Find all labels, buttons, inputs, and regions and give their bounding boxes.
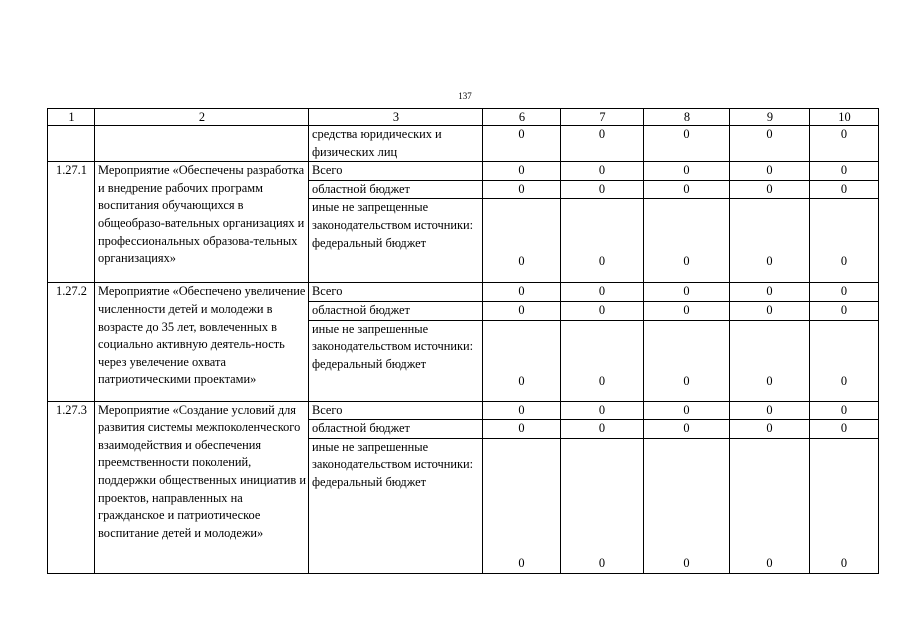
- value-cell: 0: [810, 126, 879, 162]
- funding-source: Всего: [309, 401, 483, 420]
- table-row: [48, 401, 879, 420]
- value-cell: 0: [483, 126, 561, 162]
- column-header: 8: [644, 109, 730, 126]
- value-cell: 0: [730, 126, 810, 162]
- value-cell: 0: [483, 301, 561, 320]
- table-row: [48, 126, 879, 162]
- funding-source: иные не запрещенные законодательством источники: федеральный бюджет: [309, 199, 483, 283]
- value-cell: 0: [810, 180, 879, 199]
- value-cell: 0: [810, 420, 879, 439]
- funding-source: иные не запрешенные законодательством источники: федеральный бюджет: [309, 438, 483, 573]
- value-cell: 0: [810, 283, 879, 302]
- measure-id: 1.27.1: [48, 162, 95, 283]
- funding-source: Всего: [309, 162, 483, 181]
- column-header: 7: [561, 109, 644, 126]
- value-cell: 0: [644, 401, 730, 420]
- measure-id: [48, 126, 95, 162]
- value-cell: 0: [644, 438, 730, 573]
- value-cell: 0: [644, 420, 730, 439]
- value-cell: 0: [561, 199, 644, 283]
- value-cell: 0: [730, 180, 810, 199]
- value-cell: 0: [730, 199, 810, 283]
- value-cell: 0: [561, 126, 644, 162]
- value-cell: 0: [730, 438, 810, 573]
- value-cell: 0: [810, 162, 879, 181]
- value-cell: 0: [810, 199, 879, 283]
- column-number-row: [48, 109, 879, 126]
- measure-description: [95, 126, 309, 162]
- value-cell: 0: [644, 180, 730, 199]
- measure-description: Мероприятие «Обеспечено увеличение численности детей и молодежи в возрасте до 35 лет, вовлеченных в социально активную деятель-ность через увелечение охвата патриотическими проектами»: [95, 283, 309, 401]
- value-cell: 0: [644, 301, 730, 320]
- value-cell: 0: [730, 301, 810, 320]
- value-cell: 0: [644, 162, 730, 181]
- table-row: [48, 162, 879, 181]
- value-cell: 0: [483, 420, 561, 439]
- value-cell: 0: [561, 320, 644, 401]
- value-cell: 0: [561, 301, 644, 320]
- measure-description: Мероприятие «Создание условий для развития системы межпоколенческого взаимодействия и обеспечения преемственности поколений, поддержки общественных инициатив и проектов, направленных на гражданское и патриотическое воспитание детей и молодежи»: [95, 401, 309, 573]
- value-cell: 0: [561, 180, 644, 199]
- value-cell: 0: [644, 126, 730, 162]
- value-cell: 0: [730, 283, 810, 302]
- funding-source: иные не запрешенные законодательством источники: федеральный бюджет: [309, 320, 483, 401]
- value-cell: 0: [483, 162, 561, 181]
- value-cell: 0: [561, 162, 644, 181]
- value-cell: 0: [561, 401, 644, 420]
- value-cell: 0: [810, 401, 879, 420]
- funding-source: областной бюджет: [309, 420, 483, 439]
- value-cell: 0: [730, 401, 810, 420]
- value-cell: 0: [644, 283, 730, 302]
- value-cell: 0: [810, 320, 879, 401]
- value-cell: 0: [810, 438, 879, 573]
- table-row: [48, 283, 879, 302]
- value-cell: 0: [644, 199, 730, 283]
- value-cell: 0: [483, 199, 561, 283]
- funding-source: Всего: [309, 283, 483, 302]
- value-cell: 0: [561, 438, 644, 573]
- column-header: 3: [309, 109, 483, 126]
- value-cell: 0: [561, 420, 644, 439]
- funding-table: [47, 108, 879, 574]
- column-header: 10: [810, 109, 879, 126]
- measure-id: 1.27.2: [48, 283, 95, 401]
- value-cell: 0: [561, 283, 644, 302]
- column-header: 6: [483, 109, 561, 126]
- value-cell: 0: [644, 320, 730, 401]
- value-cell: 0: [483, 180, 561, 199]
- column-header: 1: [48, 109, 95, 126]
- value-cell: 0: [483, 438, 561, 573]
- column-header: 2: [95, 109, 309, 126]
- value-cell: 0: [730, 320, 810, 401]
- value-cell: 0: [730, 420, 810, 439]
- measure-description: Мероприятие «Обеспечены разработка и внедрение рабочих программ воспитания обучающихся в общеобразо-вательных организациях и профессиональных образова-тельных организациях»: [95, 162, 309, 283]
- funding-source: областной бюджет: [309, 180, 483, 199]
- value-cell: 0: [483, 320, 561, 401]
- funding-source: областной бюджет: [309, 301, 483, 320]
- value-cell: 0: [483, 401, 561, 420]
- funding-source: средства юридических и физических лиц: [309, 126, 483, 162]
- page-number: 137: [458, 91, 472, 101]
- value-cell: 0: [730, 162, 810, 181]
- value-cell: 0: [483, 283, 561, 302]
- value-cell: 0: [810, 301, 879, 320]
- measure-id: 1.27.3: [48, 401, 95, 573]
- column-header: 9: [730, 109, 810, 126]
